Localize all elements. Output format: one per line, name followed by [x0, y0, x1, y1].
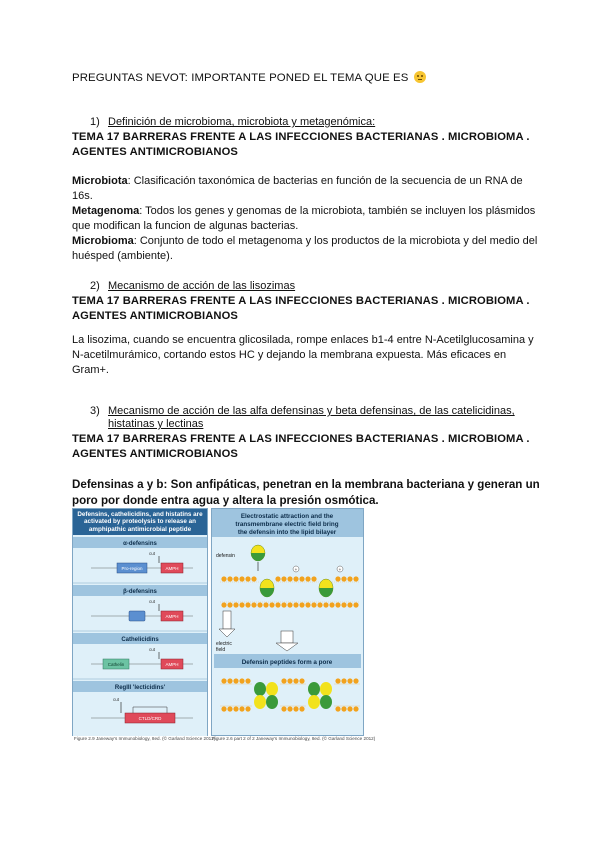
answer-defensinas: Defensinas a y b: Son anfipáticas, penetran en la membrana bacteriana y generan un poro por donde entra agua y altera la presión osmótica.: [72, 478, 540, 507]
cut-label: cut: [149, 599, 156, 605]
tema-heading: TEMA 17 BARRERAS FRENTE A LAS INFECCIONES BACTERIANAS . MICROBIOMA . AGENTES ANTIMICROBIANOS: [72, 433, 530, 460]
amph-label: AMPH: [165, 662, 179, 668]
defensin-diagram: [212, 509, 363, 735]
definition-microbiota: [72, 174, 542, 204]
section-title-alpha: α-defensins: [123, 541, 157, 548]
question-number: 2): [90, 280, 100, 292]
question-2: [90, 280, 295, 293]
section-title-cathelicidins: Cathelicidins: [121, 637, 159, 644]
section-title-regiii: RegIII 'lecticidins': [114, 685, 166, 692]
cathelin-label: Cathelin: [107, 662, 125, 668]
cut-label: cut: [113, 697, 120, 703]
header-line: Electrostatic attraction and the: [240, 513, 334, 520]
question-title: Definición de microbioma, microbiota y metagenómica:: [108, 116, 376, 128]
plus-label: +: [294, 567, 298, 572]
term: Metagenoma: [72, 205, 140, 217]
pro-region-label: Pro-region: [121, 566, 143, 572]
figure-proteolysis: [72, 508, 208, 736]
figure-body: [73, 535, 207, 736]
section-title-beta: β-defensins: [123, 589, 157, 596]
amph-label: AMPH: [165, 566, 179, 572]
figure-defensin-pore: [211, 508, 364, 736]
definition-text: : Clasificación taxonómica de bacterias en función de la secuencia de un RNA de 16s.: [72, 175, 523, 202]
question-number: 1): [90, 116, 100, 128]
proteolysis-diagram: [73, 535, 207, 736]
intro-line: [72, 71, 426, 84]
electric-field-arrow-icon: [223, 611, 231, 629]
term: Microbioma: [72, 235, 134, 247]
answer-lisozima: La lisozima, cuando se encuentra glicosilada, rompe enlaces b1-4 entre N-Acetilglucosamina y N-acetilmurámico, cortando estos HC y dejando la membrana expuesta. Más eficaces en Gram+.: [72, 334, 534, 376]
ctld-label: CTLD/CRD: [138, 716, 162, 722]
tema-heading: TEMA 17 BARRERAS FRENTE A LAS INFECCIONES BACTERIANAS . MICROBIOMA . AGENTES ANTIMICROBIANOS: [72, 131, 530, 158]
question-3: [90, 405, 528, 431]
question-1: [90, 116, 375, 129]
figure-background: [212, 509, 363, 735]
arrow-down-icon: [281, 631, 293, 643]
amph-label: AMPH: [165, 614, 179, 620]
definition-metagenoma: [72, 204, 542, 234]
defensin-label: defensin: [216, 553, 235, 559]
header-line: the defensin into the lipid bilayer: [237, 529, 337, 536]
tema-heading: TEMA 17 BARRERAS FRENTE A LAS INFECCIONES BACTERIANAS . MICROBIOMA . AGENTES ANTIMICROBIANOS: [72, 295, 530, 322]
definition-text: : Todos los genes y genomas de la microbiota, también se incluyen los plásmidos que modifican la funcion de algunas bacterias.: [72, 205, 536, 232]
plus-label: +: [338, 567, 342, 572]
definition-microbioma: [72, 234, 542, 264]
field-label: field: [216, 647, 226, 653]
question-number: 3): [90, 405, 100, 417]
term: Microbiota: [72, 175, 128, 187]
cut-label: cut: [149, 647, 156, 653]
question-title: Mecanismo de acción de las alfa defensinas y beta defensinas, de las catelicidinas, histatinas y lectinas: [108, 405, 515, 430]
definition-text: : Conjunto de todo el metagenoma y los productos de la microbiota y del medio del huésped (ambiente).: [72, 235, 538, 262]
cut-label: cut: [149, 551, 156, 557]
intro-text: PREGUNTAS NEVOT: IMPORTANTE PONED EL TEMA QUE ES: [72, 72, 409, 84]
pore-title: Defensin peptides form a pore: [241, 659, 333, 666]
figure-right-caption: Figure 2.6 part 2 of 2 Janeway's Immunobiology, 8ed. (© Garland Science 2012): [212, 736, 376, 741]
pro-region-box: [129, 611, 145, 621]
disulfide-bracket: [133, 707, 167, 713]
figure-header: Defensins, cathelicidins, and histatins are activated by proteolysis to release an amphipathic antimicrobial peptide: [73, 509, 207, 535]
smile-emoji-icon: [414, 71, 426, 83]
figure-left-caption: Figure 2.9 Janeway's Immunobiology, 8ed. (© Garland Science 2012): [74, 736, 216, 741]
question-title: Mecanismo de acción de las lisozimas: [108, 280, 296, 292]
electric-label: electric: [216, 641, 232, 647]
header-line: transmembrane electric field bring: [235, 521, 339, 528]
